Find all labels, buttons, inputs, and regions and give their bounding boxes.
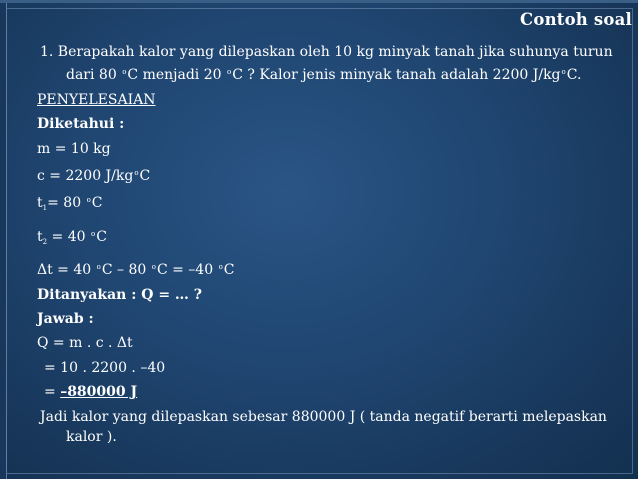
equation-line-1: Q = m . c . Δt xyxy=(37,335,133,352)
penyelesaian-heading: PENYELESAIAN xyxy=(37,91,156,108)
diketahui-heading: Diketahui : xyxy=(37,116,125,133)
conclusion-text: Jadi kalor yang dilepaskan sebesar 880000 J ( tanda negatif berarti melepaskan kalor ). xyxy=(40,408,607,446)
final-answer: –880000 J xyxy=(60,384,138,401)
t2-line: $t_2 = 40$ $^o$C xyxy=(37,228,107,246)
ditanyakan-line: Ditanyakan : Q = … ? xyxy=(37,286,202,303)
slide-content xyxy=(37,42,627,448)
question-text: 1. Berapakah kalor yang dilepaskan oleh 10 kg minyak tanah jika suhunya turun dari 80 $^o$C menjadi 20 $^o$C ? Kalor jenis minyak tanah adalah 2200 $J/kg^oC$. xyxy=(40,44,613,84)
equation-line-3: = –880000 J xyxy=(44,384,138,401)
specific-heat-line: c = 2200 $J/kg^oC$ xyxy=(37,168,151,185)
delta-t-line: Δt = 40 $^o$C – 80 $^o$C = –40 $^o$C xyxy=(37,262,235,279)
equation-line-2: = 10 . 2200 . –40 xyxy=(44,359,166,376)
mass-line: m = 10 kg xyxy=(37,140,111,157)
t1-line: $t_1= 80$ $^o$C xyxy=(37,195,103,213)
jawab-heading: Jawab : xyxy=(37,311,94,328)
slide-title: Contoh soal xyxy=(520,10,632,29)
